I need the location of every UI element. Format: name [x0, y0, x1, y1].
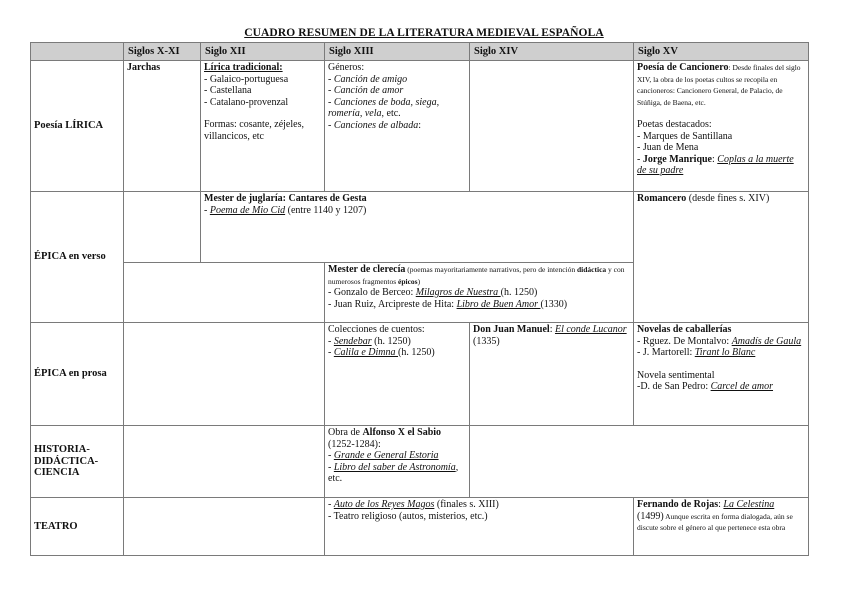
row-header-lirica: Poesía LÍRICA — [31, 61, 124, 192]
reyes-magos-title: Auto de los Reyes Magos — [333, 499, 435, 510]
celestina-note: Aunque escrita en forma dialogada, aún se discute sobre el género al que pertenece esta obra — [637, 511, 793, 532]
cell-celestina: Fernando de Rojas: La Celestina (1499) Aunque escrita en forma dialogada, aún se discute sobre el género al que pertenece esta obra — [634, 498, 809, 556]
clerecia-desc: (poemas mayoritariamente narrativos, pero de intención — [405, 265, 577, 274]
cell-cuentos: Colecciones de cuentos: - Sendebar (h. 1250) - Calila e Dimna (h. 1250) — [325, 323, 470, 426]
poeta-manrique: Jorge Manrique — [642, 153, 712, 165]
sendebar-title: Sendebar — [333, 335, 372, 347]
cell-caballerias — [634, 323, 809, 426]
page-title: CUADRO RESUMEN DE LA LITERATURA MEDIEVAL ESPAÑOLA — [244, 27, 604, 39]
clerecia-desc: y con numerosos fragmentos — [328, 265, 625, 286]
cell-romancero — [634, 192, 809, 323]
clerecia-desc: ) — [417, 276, 421, 286]
clerecia-title: Mester de clerecía — [328, 264, 406, 275]
cell-teatro-xiii: - Auto de los Reyes Magos (finales s. XIII) - Teatro religioso (autos, misterios, etc.) — [325, 498, 634, 556]
amadis-title: Amadís de Gaula — [731, 335, 802, 347]
lirica-tradicional-title: Lírica tradicional: — [204, 62, 283, 73]
tirant-title: Tirant lo Blanc — [694, 347, 756, 358]
row-header-teatro: TEATRO — [31, 498, 124, 556]
carcel-title: Carcel de amor — [710, 381, 774, 392]
cell-epica-prosa-empty — [124, 323, 325, 426]
alfonso-dates: (1252-1284): — [328, 438, 381, 450]
header-siglo-xii: Siglo XII — [201, 43, 325, 61]
buen-amor-date: (1330) — [540, 298, 568, 310]
cell-alfonso: Obra de Alfonso X el Sabio (1252-1284): - Grande e General Estoria - Libro del saber de Astronomía, etc. — [325, 426, 470, 498]
milagros-title: Milagros de Nuestra — [415, 287, 501, 298]
row-historia — [31, 426, 809, 498]
clerecia-desc: didáctica — [576, 265, 607, 274]
row-lirica — [31, 61, 809, 192]
celestina-date: (1499) — [637, 510, 664, 522]
genero-suffix: : — [418, 119, 422, 131]
milagros-date: (h. 1250) — [500, 287, 538, 298]
header-empty — [31, 43, 124, 61]
lirica-formas: Formas: cosante, zéjeles, villancicos, etc — [204, 119, 304, 142]
header-siglo-xiii: Siglo XIII — [325, 43, 470, 61]
novela-sentimental: Novela sentimental — [637, 369, 715, 381]
celestina-title: La Celestina — [723, 499, 775, 510]
cell-epica-verso-x-xi — [124, 192, 201, 263]
cell-clerecia — [325, 263, 634, 323]
lirica-item: - Catalano-provenzal — [204, 96, 289, 108]
montalvo: - Rguez. De Montalvo: — [637, 335, 732, 347]
calila-title: Calila e Dimna — [333, 347, 399, 358]
clerecia-desc: épicos — [398, 276, 418, 286]
cell-lucanor: Don Juan Manuel: El conde Lucanor (1335) — [470, 323, 634, 426]
san-pedro: -D. de San Pedro: — [637, 381, 711, 392]
alfonso-x: Alfonso X el Sabio — [362, 427, 442, 438]
sendebar-date: (h. 1250) — [371, 335, 411, 347]
caballerias-title: Novelas de caballerías — [637, 324, 732, 335]
martorell: - J. Martorell: — [637, 347, 695, 358]
cell-historia-empty-2 — [470, 426, 809, 498]
juan-manuel: Don Juan Manuel — [473, 324, 550, 335]
summary-table — [30, 42, 809, 556]
row-epica-prosa — [31, 323, 809, 426]
header-row — [31, 43, 809, 61]
genero-item: Canciones de albada — [333, 119, 419, 131]
genero-suffix: , etc. — [381, 108, 401, 119]
header-siglos-x-xi: Siglos X-XI — [124, 43, 201, 61]
cell-lirica-xii — [201, 61, 325, 192]
row-teatro — [31, 498, 809, 556]
astronomia-suffix: , etc. — [328, 461, 459, 484]
coplas-title: Coplas a la muerte de su padre — [637, 153, 794, 176]
estoria-title: Grande e General Estoria — [333, 450, 439, 461]
genero-item: Canción de amor — [333, 85, 404, 96]
poetas-label: Poetas destacados: — [637, 119, 712, 130]
cancionero-desc: : Desde finales del siglo XIV, la obra de los poetas cultos se recopila en cancioneros: Cancionero General, de Palacio, de Stúñiga, de Baena, etc. — [637, 63, 801, 107]
cuentos-title: Colecciones de cuentos: — [328, 324, 425, 335]
header-siglo-xiv: Siglo XIV — [470, 43, 634, 61]
poeta-item: - Juan de Mena — [637, 142, 699, 153]
row-header-historia: HISTORIA-DIDÁCTICA-CIENCIA — [31, 426, 124, 498]
fernando-rojas: Fernando de Rojas — [637, 499, 719, 510]
juglaria-title: Mester de juglaría: Cantares de Gesta — [204, 193, 367, 204]
cell-lirica-x-xi — [124, 61, 201, 192]
mio-cid-date: (entre 1140 y 1207) — [285, 204, 367, 216]
row-header-epica-verso: ÉPICA en verso — [31, 192, 124, 323]
mio-cid-title: Poema de Mio Cid — [209, 204, 286, 216]
teatro-religioso: - Teatro religioso (autos, misterios, etc.) — [328, 510, 488, 522]
obra-de: Obra de — [328, 427, 363, 438]
cancionero-title: Poesía de Cancionero — [637, 62, 729, 73]
romancero-date: (desde fines s. XIV) — [686, 193, 770, 204]
lucanor-date: (1335) — [473, 335, 500, 347]
jarchas: Jarchas — [127, 62, 161, 73]
buen-amor-title: Libro de Buen Amor — [456, 298, 541, 310]
lirica-item: - Castellana — [204, 85, 252, 96]
cell-lirica-xiii: Géneros: - Canción de amigo - Canción de amor - Canciones de boda, siega, romería, vela, etc. - Canciones de albada: — [325, 61, 470, 192]
lirica-item: - Galaico-portuguesa — [204, 73, 289, 85]
generos-label: Géneros: — [328, 62, 365, 73]
cell-lirica-xiv — [470, 61, 634, 192]
cell-teatro-empty — [124, 498, 325, 556]
calila-date: (h. 1250) — [398, 347, 435, 358]
reyes-magos-date: (finales s. XIII) — [434, 499, 499, 510]
row-header-epica-prosa: ÉPICA en prosa — [31, 323, 124, 426]
cell-juglaria: Mester de juglaría: Cantares de Gesta - Poema de Mio Cid (entre 1140 y 1207) — [201, 192, 634, 263]
juan-ruiz: - Juan Ruiz, Arcipreste de Hita: — [328, 298, 457, 310]
cell-epica-verso-empty — [124, 263, 325, 323]
romancero-title: Romancero — [637, 193, 687, 204]
genero-item: Canción de amigo — [333, 73, 408, 85]
berceo: - Gonzalo de Berceo: — [328, 287, 416, 298]
cell-historia-empty — [124, 426, 325, 498]
genero-item: Canciones de boda, siega, romería, vela — [328, 96, 440, 119]
cell-lirica-xv: Poesía de Cancionero: Desde finales del siglo XIV, la obra de los poetas cultos se recopila en cancioneros: Cancionero General, de Palacio, de Stúñiga, de Baena, etc. Poetas destacados: - Marques de Santillana - Juan de Mena - Jorge Manrique: Coplas a la muerte de su padre — [634, 61, 809, 192]
header-siglo-xv: Siglo XV — [634, 43, 809, 61]
poeta-item: - Marques de Santillana — [637, 130, 733, 142]
row-epica-verso — [31, 192, 809, 263]
astronomia-title: Libro del saber de Astronomía — [333, 461, 456, 473]
lucanor-title: El conde Lucanor — [554, 324, 627, 335]
